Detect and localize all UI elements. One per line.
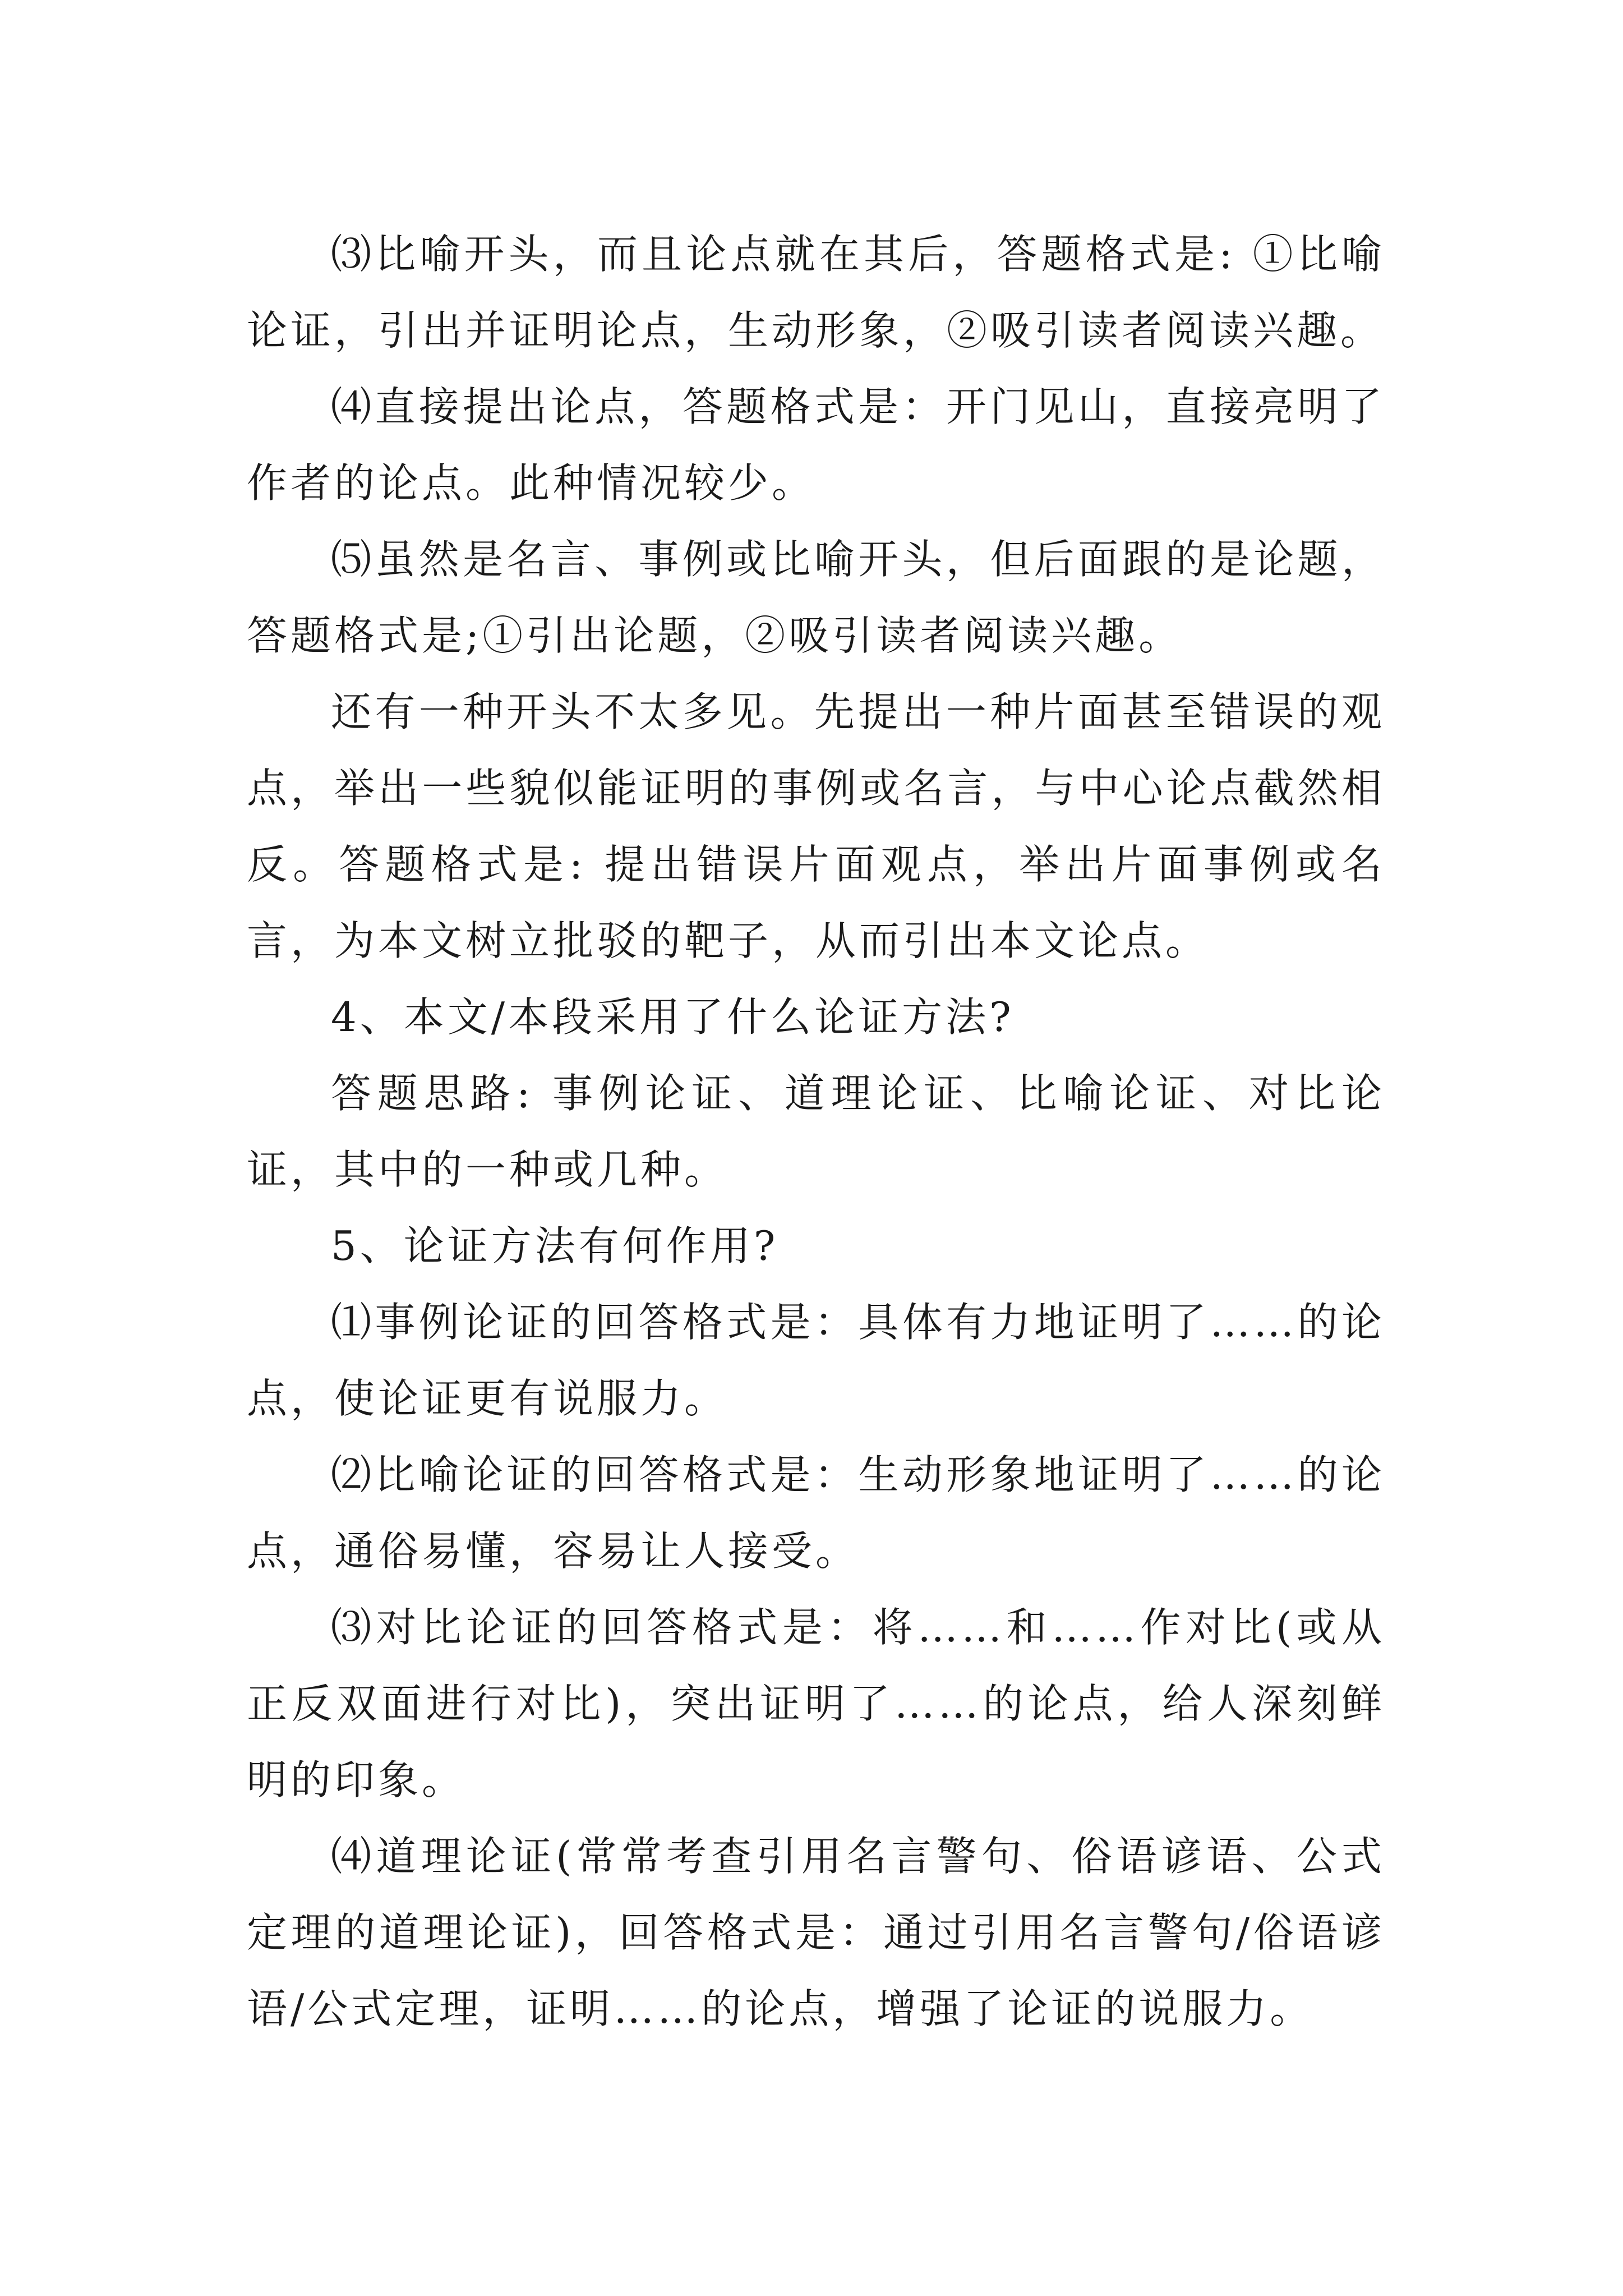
paragraph-example-argument: ⑴事例论证的回答格式是：具体有力地证明了……的论点，使论证更有说服力。 [247, 1299, 1385, 1422]
paragraph-reasoning-argument: ⑷道理论证(常常考查引用名言警句、俗语谚语、公式定理的道理论证)，回答格式是：通过引用名言警句/俗语谚语/公式定理，证明……的论点，增强了论证的说服力。 [247, 1833, 1385, 2032]
paragraph-direct-thesis: ⑷直接提出论点，答题格式是：开门见山，直接亮明了作者的论点。此种情况较少。 [247, 383, 1385, 507]
paragraph-refutation-opening: 还有一种开头不太多见。先提出一种片面甚至错误的观点，举出一些貌似能证明的事例或名言，与中心论点截然相反。答题格式是: 提出错误片面观点，举出片面事例或名言，为本文树立批驳的靶子，从而引出本文论点。 [247, 688, 1385, 964]
paragraph-topic-opening: ⑸虽然是名言、事例或比喻开头，但后面跟的是论题，答题格式是;①引出论题，②吸引读者阅读兴趣。 [247, 536, 1385, 659]
paragraph-metaphor-opening: ⑶比喻开头，而且论点就在其后，答题格式是: ①比喻论证，引出并证明论点，生动形象，②吸引读者阅读兴趣。 [247, 231, 1385, 354]
question-method-effects: 5、论证方法有何作用? [331, 1222, 779, 1269]
paragraph-contrast-argument: ⑶对比论证的回答格式是：将……和……作对比(或从正反双面进行对比)，突出证明了……的论点，给人深刻鲜明的印象。 [247, 1604, 1385, 1803]
document-page [247, 216, 1385, 2047]
paragraph-answer-approach: 答题思路: 事例论证、道理论证、比喻论证、对比论证，其中的一种或几种。 [247, 1070, 1385, 1193]
question-argument-methods: 4、本文/本段采用了什么论证方法? [331, 993, 1015, 1041]
paragraph-metaphor-argument: ⑵比喻论证的回答格式是：生动形象地证明了……的论点，通俗易懂，容易让人接受。 [247, 1451, 1385, 1575]
